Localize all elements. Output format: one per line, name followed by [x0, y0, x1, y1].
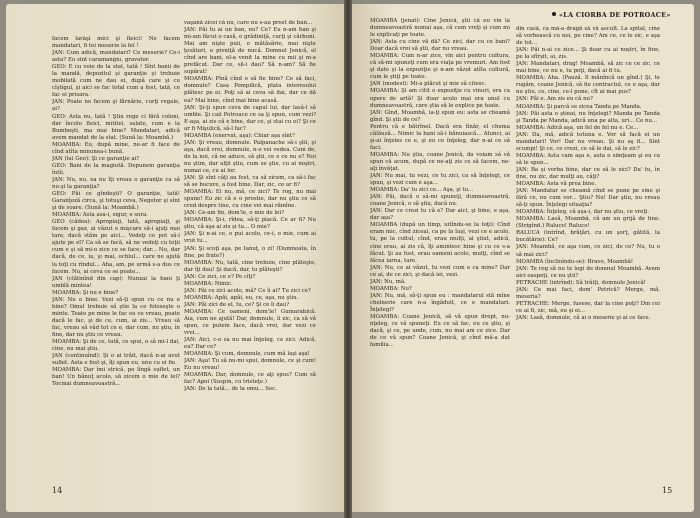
dialogue-paragraph: MOAMBA: Şi-i, rîdea, să-ţi placă. Ce ar fi? Nu ştiu, că aşa ai zis şi tu... O mie?	[184, 217, 316, 231]
dialogue-paragraph: JAN: Şi n-ai ce, o pui acolo, ce-i, o mie, cum ai vrut tu...	[184, 231, 316, 245]
dialogue-paragraph: JAN: De la tată... de la omu... Sec.	[184, 386, 277, 393]
dialogue-paragraph: JAN: Aici, c-o sa nu mai înţeleg, ce zici. Adică, eu? Dar ce?	[184, 337, 316, 351]
dialogue-paragraph: JAN: Lasă, domnule, că ai o meserie şi ai ce face.	[516, 314, 651, 321]
dialogue-paragraph: RALUCA (intrînd, brăţări, cu un şorţ, gătită, la bucătărie): Ce?	[516, 230, 660, 244]
dialogue-paragraph: MOAMBA: Asta cam aşa e, asta o simţeam şi eu ca să le spun...	[516, 152, 660, 166]
dialogue-paragraph: MOAMBA: Ei nu, mă, ce zici? Te rog, nu mai spune! Eu zic că e o prostie, dar nu ştiu ce să cred despre tine, cu cine vei mai rămîne.	[184, 189, 316, 210]
dialogue-paragraph: GEO (cădea): Apropiaţi, tată, apropiaţi, şi facem şi gaz, ai văzut o mişcare să-i ajuţi mai tare, dacă stăm pe aici... Vedeţi ce pot să-l ajute pe el? Ca să se facă, să ne vedeţi cu toţii cum e şi să mi-o zice ce se face; dar... Nu, dar dacă, de ce, ia, şi mai, ochiul... care ne ajută la toţi cu rîndul... Aha, am, pe urmă s-a dus ce facem. Nu, ai ceva ce se poate...	[52, 219, 180, 275]
dialogue-paragraph: MOAMBA: Nimic.	[184, 280, 233, 287]
dialogue-paragraph: MOAMBA: Nu, tată, cine trebuie, cine plăteşte, dar îţi dau! Şi dacă, dar, tu plăteşti?	[184, 259, 316, 273]
dialogue-paragraph: MOAMBA (după un timp, uitîndu-se la toţi): Cînd eram mic, cînd ziceai, ca pe la Iaşi, vezi ce e acolo, tu, pe la coltul, cînd, erau mulţi, ai ştiut, adică, cine erau, ai zis că, îţi amintesc bine şi cu ce s-a făcut. Şi au fost, erau oameni acolo, mulţi, cînd se făcea iarna, tare.	[370, 222, 510, 264]
dialogue-paragraph: JAN (continuînd): Şi o ai trăit, dacă n-ai avut suflet. Asta e fost şi, îţi spun eu, unu cu ei fie.	[52, 353, 180, 367]
dialogue-paragraph: JAN: Şi vreau, domnule. Palpanache să-i ştii, şi aşa, dacă vrei, domnule, n-o vei vedea. Cum de, de la noi, că ne aduce, să ştii, ce e ce nu e? Noi nu ştim, dar alţii ştiu, cum se ştie, cu ai noştri, numai ce, cu ai lor.	[184, 139, 316, 174]
dialogue-paragraph: JAN: Păi ce zici acolo, mă? Ce îi ai? Tu zici ce?	[184, 287, 311, 294]
dialogue-paragraph: MOAMBA (enervat, aşa): Chiar aşa sînt?	[184, 132, 295, 139]
dialogue-paragraph: GEO: Păi ce gîndeşti? O garanţie, tată! Garanţeză circa, şi totuşi ceva, Negotor şi sînt şi de soare. (Sună la: Moambă.)	[52, 191, 180, 212]
dialogue-paragraph: JAN: Te rog să nu te legi de domnul Moambă. Avem aici oaspeţi, ce nu ştii?	[516, 265, 660, 279]
dialogue-paragraph: JAN: Mandatari, drag! Moambă, să zic ce ce zic, ce mai bine, ce nu e, tu poţi, dacă ai fi tu.	[516, 61, 660, 75]
dialogue-paragraph: facem larăşi mici şi fleici! Ne facem mandatari, fi tei meserie la fel !	[52, 36, 180, 50]
dialogue-paragraph: JAN: Păi asta o ştieai, nu înţelegi? Manda pe Tanda şi Tanda pe Manda, adică una pe alta, uri... Ce nu...	[516, 110, 660, 124]
dialogue-paragraph: JAN: Cum adică, mandatari? Ce meserie? Ce-i asta? Eu sint caramangiu, gravator.	[52, 50, 180, 64]
left-page	[6, 4, 344, 512]
dialogue-paragraph: GEO: E cu voie de la stat, tată ! Sînt banii de la mandă, depozitul şi garanţie şi trebuie mobilată cum ne dau ei, după care şi cu cîştigul, şi aici se fac total cum a fost, tată, ce fac ei prisara.	[52, 64, 180, 99]
bullet-icon	[552, 12, 556, 16]
dialogue-paragraph: MOAMBA: Înţeleg, că aşa-i, dar nu ştiu, ce vreţi.	[516, 209, 650, 216]
dialogue-paragraph: MOAMBA: Şi nu e bine?	[52, 289, 119, 296]
left-page-column-1	[52, 36, 180, 488]
dialogue-paragraph: JAN: Nu, ce ai văzut, tu vezi cum e ca mine? Dar ce ai, de ce zici, şi dacă iei, vezi.	[370, 264, 510, 278]
dialogue-paragraph: JAN: Nu, mă.	[370, 278, 406, 285]
dialogue-paragraph: JAN: Gînd, Moambă, ia-ţi spun eu: asta se cheamă gînd. Şi ştii de ce?	[370, 109, 510, 123]
dialogue-paragraph: MOAMBA: Şi cum, domnule, cum mă laşi aşa!	[184, 351, 310, 358]
dialogue-paragraph: MOAMBA: Asta asa-i, sigur, e sora.	[52, 212, 148, 219]
dialogue-paragraph: JAN: Păi tu ai un ban, nu? Ce? Eu n-am ban şi mi-am făcut o casă, o grădiniţă, curţi şi cărbuni. Mai am nişte puii, o mătăsărie, mai nişte ţesături, o pivniţă de nucă. Domnul Jenică, el cînd are bani, el-a venit la mine cu mii şi m-a prefăcut. Dar ce, să-i dau? Să n-am? Să fie supărat!	[184, 27, 316, 76]
dialogue-paragraph: MOAMBA: Cum n-ar zice, vin aici pentru cultura, că să-mi spuneţi cum era viaţa pe vremuri. Am fost şi date şi la expoziţie şi n-am văzut atîta cultură, cum le ştiţi pe toate.	[370, 53, 510, 81]
dialogue-paragraph: vaşană zicei că nu, care nu s-au prost de ban...	[184, 20, 313, 26]
dialogue-paragraph: JAN: Moambă, ce aşa cum, ce zici, de ce? Nu, tu o să mai zici?	[516, 244, 660, 258]
running-header	[552, 11, 680, 19]
dialogue-paragraph: JAN (clătinînd din cap): Nunzai la bani ţi umblă mintea!	[52, 275, 180, 289]
dialogue-paragraph: JAN: Păi n-ai ce zice... Şi doar cu ai noştri, în fine, pe la sfîrşit, ai, zis.	[516, 47, 660, 61]
dialogue-paragraph: Pentru că e bătrînel. Dacă era tînăr, el chema călăuză... Nimic la bani să-i bănuiască... Atunci, ai şi-ai înţeles ce e, şi eu ce înţeleg, dar n-ai ce să faci.	[370, 123, 510, 151]
dialogue-paragraph: JAN: Şi sînt câţi au fost, ca să zicem, ca să-i fac să se bucure, a fost bine. Dar, zic, ce ar fi?	[184, 175, 316, 189]
dialogue-paragraph: JAN: Poate ne facem şi fărnărie, curţi regale, ai?	[52, 99, 180, 113]
dialogue-paragraph: JAN: Aşa! Tu să nu-mi spui, domnule, ce şi cum! Eu nu vreau!	[184, 358, 316, 372]
dialogue-paragraph: PETRACHE (intrînd): Să trăiţi, domnule Jenică!	[516, 279, 646, 286]
dialogue-paragraph: JAN: Asta cu cine vă dă? Ce zici, dar cu ce bani? Doar dacă vrei să ştii, dar nu vreau.	[370, 39, 510, 53]
dialogue-paragraph: JAN: Păi e. Am zis eu că nu?	[516, 96, 593, 103]
dialogue-paragraph: GEO: Bani de la magiută. Depunem garanţia întîi.	[52, 162, 180, 176]
dialogue-paragraph: JAN (modest): Mi-a plăcut şi mie să citesc.	[370, 81, 487, 88]
dialogue-paragraph: MOAMBA: Dar îmi strică, pe lîngă suflet, un ban! Un bănuţ acolo, să zicem o mie de lei? Tocmai dumneavoastră...	[52, 367, 180, 388]
dialogue-paragraph: JAN: Ce zici, ce e? Pe cîţi?	[184, 273, 256, 280]
dialogue-paragraph: MOAMBA: Nu?	[370, 285, 412, 292]
right-page	[352, 4, 694, 512]
dialogue-paragraph: JAN: Nu, mă, să-ţi spun eu : mandatarul stă mîne chelnerie care n-a îngăduit, ce e mandatari. Înţelegi?	[370, 292, 510, 313]
right-page-column-1	[370, 18, 510, 488]
book-gutter	[344, 0, 352, 518]
dialogue-paragraph: JAN: Dar ce crezi tu că e? Dar aici, şi bine, e aşa, dar aşa?	[370, 208, 510, 222]
dialogue-paragraph: PETRACHE: Merge, fusese, dar la cine poţi? Din cei ce ai fi, zic, mă, eu şi ei...	[516, 300, 660, 314]
left-page-column-2	[184, 20, 316, 488]
dialogue-paragraph: MOAMBA: Şi de ce, tată, ce spui, o să mi-l dai, cine, nu mai ştiu.	[52, 339, 180, 353]
dialogue-paragraph: MOAMBA: Pînă cînd o să fie bine? Ce să faci, domnule? Casa Pompilică, plata interesului plătesc pe ei. Poţi să ai ceva să dai, dar ce dă ea? Mai bine, cînd mai bine acasă.	[184, 76, 316, 104]
dialogue-paragraph: JAN: Ce-am fin, dom'le, o mie de lei?	[184, 210, 284, 217]
dialogue-paragraph: MOAMBA (jenat): Cine Jenică, ştii că eu vin la dumneavoastră numai aşa, că cum vreţi şi cum mi le explicaţi pe toate.	[370, 18, 510, 39]
dialogue-paragraph: JAN: Şi scoţi aşa, pe Ianuţ, o zi! (Dumneata, în fine, pe frate?)	[184, 245, 316, 259]
dialogue-paragraph: MOAMBA: Şi am citit o expoziţie cu vinuri, era ca opere de artă! Şi doar acolo mai era unul cu dumneavoastră, care ştia să le explice pe toate.	[370, 88, 510, 109]
dialogue-paragraph: JAN: Nu mai, tu vezi, ce tu zici, ca să înţelegi, ce spun, şi vezi cum e aşa...	[370, 173, 510, 187]
dialogue-paragraph: JAN (lui Geo): Şi ce garanţie ai?	[52, 155, 140, 162]
dialogue-paragraph: MOAMBA: Aha. (Pauză. Il mănîncă un gînd.) Şi, te rugăm, coane Jenică, să fie contractul, ce e aşa, dar nu ştiu, ce, cine, ce-l pune, cît ai mai pus?	[516, 75, 660, 96]
dialogue-paragraph: MOAMBA (înclinîndu-se): Bravo, Moambă!	[516, 258, 634, 265]
dialogue-paragraph: JAN: Ce mai faci, dom' Petrică? Merge, mă, meseria?	[516, 286, 660, 300]
dialogue-paragraph: JAN: Păi zici de el, tu, ce? Şi ce îi dau?	[184, 301, 290, 308]
page-number: 14	[52, 486, 63, 495]
dialogue-paragraph: JAN: Da, mă, adică totuna e. Vor să facă ei un mandatari! Vor! Dar nu vreau. Şi nu aş fi... Sînt scumpi! Şi ce, ce crezi, ce să le dai, să le zic?	[516, 131, 660, 152]
dialogue-paragraph: MOAMBA: Nu ştiu, coane Jenică, da voiam să vă spun că acum, după ce ne-aţi zis ce să facem, ne-aţi învăţat.	[370, 151, 510, 172]
dialogue-paragraph: MOAMBA: Eu, după mine, ne-ar fi face de cînd atîta minunea-i bună.	[52, 141, 180, 155]
dialogue-paragraph: JAN: Păi, dacă o să-mi spuneţi, dumneavoastră, coane Jenică, o să ştiu, dacă nu.	[370, 194, 510, 208]
dialogue-paragraph: MOAMBA: Coane Jenică, să vă spun drept, nu-nţeleg, ce vă spuneţi. Eu ce să fac, eu ce ştiu, şi dacă, şi ce, pe unde, cum, nu mai am ce zice. Dar de ce vă spun? Coane Jenică, şi cînd mă-a dat familia...	[370, 313, 510, 349]
dialogue-paragraph: MOAMBA: Ce oameni, dom'le! Gumarabică. Aia, cum ne ajută! Dar, domnule, îi zic, ca să vă spun, ce putem face, dacă vrei, dar vezi ce vrei...	[184, 308, 316, 337]
dialogue-paragraph: GEO: Asta nu, tată ! Ştiu rege ci fără coloni, dar încolo fleici, mititei, salate, cum e la Bumbeşti, ma mai bine? Mandatari, adică avem mandat de la stat. (Sună la: Moambă.)	[52, 113, 180, 141]
dialogue-paragraph: MOAMBA: Da' tu zici ce... Aşa, şi tu...	[370, 187, 474, 194]
dialogue-paragraph: JAN: Nu e bine. Vezi să-ţi spun cu ce nu e bine? Omul trebuie să ştie la ce foloseşte o minte. Toate pe mine le fac eu ce vreau, poate dacă le fac, şi de ce, cum, ai zis... Vreau să fac, vreau să văd tot ce e, dar cum, nu ştiu, în fine, dar nu ştiu ce vreau.	[52, 296, 180, 338]
dialogue-paragraph: JAN: Mandatar se cheamă cînd se pune pe sine şi fără ce, nu cum vor... Ştiu? Nu! Dar ştiu, nu vreau să-ţi spun. Înţelegi situaţia?	[516, 188, 660, 209]
dialogue-paragraph: MOAMBA: Şi parcă se zicea Tanda pe Manda.	[516, 103, 642, 110]
page-number: 15	[662, 486, 673, 495]
dialogue-paragraph: MOAMBA: Lasă, Moambă, că am un grijă de tine. (Strigînd.) Raluco! Raluco!	[516, 216, 660, 230]
dialogue-paragraph: JAN: Ba şi vorba bine, dar ce să le zici? Da' tu, în fine, nu zic, dar mulţi au, câţi?	[516, 166, 660, 180]
dialogue-paragraph: MOAMBA: Apăi, apăi, eu, ce, aşa, nu ştiu.	[184, 294, 299, 301]
dialogue-paragraph: MOAMBA: Asta vă prea bine.	[516, 181, 597, 188]
dialogue-paragraph: JAN: Nu, nu, ea nu îţi vreau o garanţie ca să nu-şi la garanţia?	[52, 176, 180, 190]
right-page-column-2	[516, 26, 660, 488]
dialogue-paragraph: din casă, ca mă-a dragă să vă ascult. La spital, cine să vorbească cu noi, pe cine? Am ce, ce le zic, e aşa de tot...	[516, 26, 660, 47]
dialogue-paragraph: MOAMBA: Adică aşa, un fel de fel nu e. Ce...	[516, 124, 639, 131]
dialogue-paragraph: JAN: Şi-ţi spun ceva de capul lui, dar lasă-l să umble. Şi caii Potroace ce sa ţi spun, cum vezi? E-aşa, ai zis că e bine, dar ce, şi stai cu ei? Şi ce ar fi Mişulică, să-l fac?	[184, 104, 316, 132]
running-header-text: «LA CIORBA DE POTROACE»	[559, 11, 671, 19]
dialogue-paragraph: MOAMBA: Dar, domnule, ce aţi spus? Cum să fac? Apoi (Suspin, cu tristeţe.)	[184, 372, 316, 386]
